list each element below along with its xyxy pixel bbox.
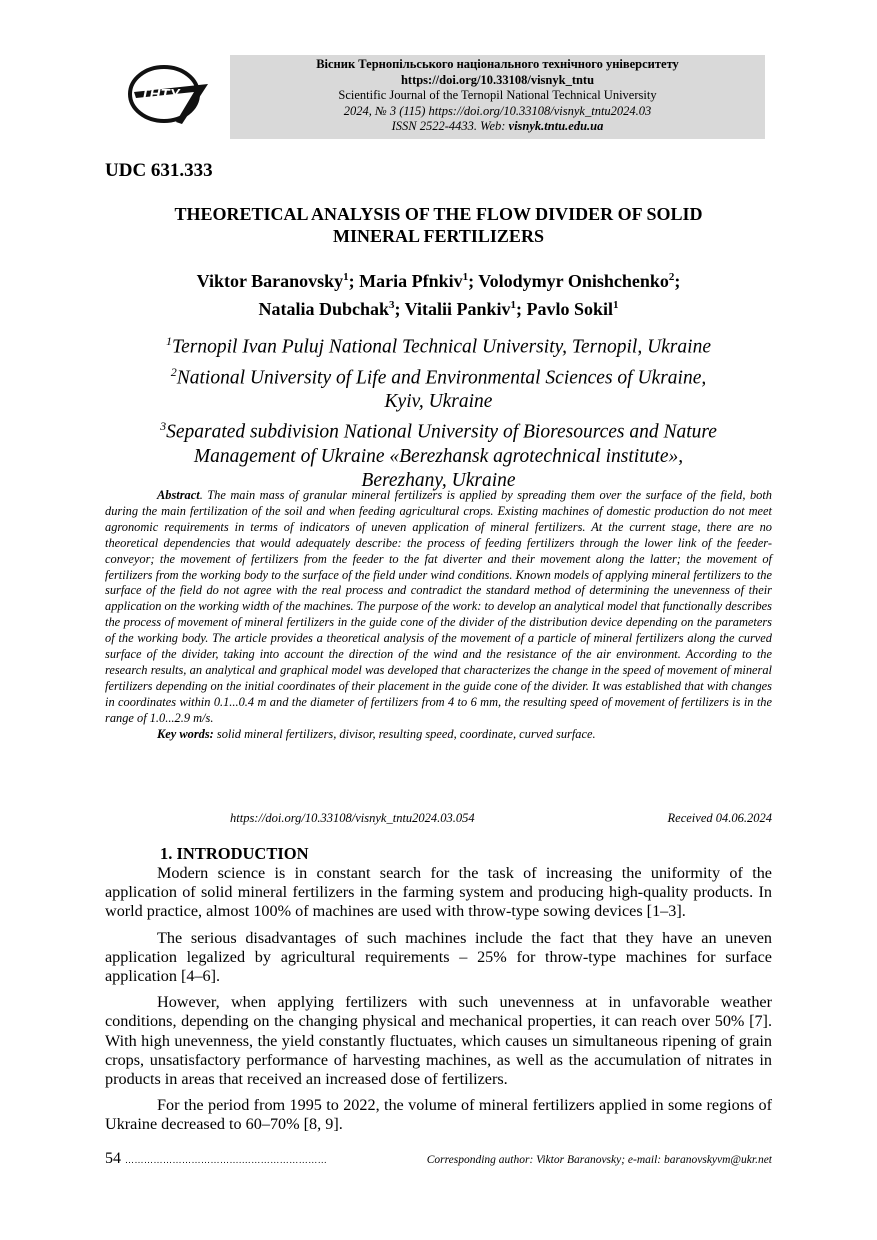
keywords-label: Key words:	[157, 726, 214, 741]
received-date: Received 04.06.2024	[667, 811, 772, 825]
keywords-text: solid mineral fertilizers, divisor, resulting speed, coordinate, curved surface.	[213, 726, 596, 741]
logo-text: ТНТУ	[140, 86, 180, 103]
doi-row	[230, 811, 772, 826]
udc-code: UDC 631.333	[105, 160, 213, 181]
author-list: Viktor Baranovsky$^1$; Maria Pfnkiv$^1$; Volodymyr Onishchenko$^2$; Natalia Dubchak$^3$; Vitalii Pankiv$^1$; Pavlo Sokil$^1$	[196, 271, 681, 319]
paragraph: For the period from 1995 to 2022, the volume of mineral fertilizers applied in some regions of Ukraine decreased to 60–70% [8, 9].	[105, 1096, 772, 1134]
section-heading: 1. INTRODUCTION	[160, 844, 309, 863]
journal-name-en: Scientific Journal of the Ternopil National Technical University	[338, 88, 657, 102]
journal-header	[230, 55, 765, 139]
paragraph: The serious disadvantages of such machines include the fact that they have an uneven application legalized by agricultural requirements – 25% for throw-type machines for surface application [4–6].	[105, 928, 772, 986]
paper-title: THEORETICAL ANALYSIS OF THE FLOW DIVIDER OF SOLID MINERAL FERTILIZERS	[174, 204, 703, 246]
abstract	[105, 488, 772, 743]
paragraph: However, when applying fertilizers with such unevenness at in unfavorable weather conditions, depending on the changing physical and mechanical properties, it can reach over 50% [7]. With high unevenness, the yield constantly fluctuates, which causes un simultaneous ripening of grain crops, unsatisfactory performance of harvesting machines, as well as the accumulation of nitrates in products in areas that received an increased dose of fertilizers.	[105, 993, 772, 1089]
corresponding-author: Corresponding author: Viktor Baranovsky; e-mail: baranovskyvm@ukr.net	[426, 1154, 772, 1166]
abstract-label: Abstract	[157, 488, 200, 502]
journal-issue: 2024, № 3 (115) https://doi.org/10.33108/visnyk_tntu2024.03	[343, 103, 652, 118]
journal-web: visnyk.tntu.edu.ua	[508, 119, 604, 133]
page-number: 54	[105, 1150, 121, 1167]
page-footer	[105, 1150, 772, 1168]
body-text	[105, 864, 772, 1142]
abstract-text: . The main mass of granular mineral fertilizers is applied by spreading them over the surface of the field, both during the main fertilization of the soil and when feeding agricultural crops. Existing machines of domestic production do not meet agronomic requirements in terms of indicators of uneven application of mineral fertilizers. At the current stage, there are no theoretical dependencies that would adequately describe: the process of feeding fertilizers through the lower link of the feeder-conveyor; the movement of fertilizers from the feeder to the fat diverter and their movement along the latter; the movement of fertilizers from the working body to the surface of the field under wind conditions. Known models of applying mineral fertilizers to the surface of the field do not agree with the real process and contradict the standard method of determining the unevenness of their application on the working width of the machines. The purpose of the work: to develop an analytical model that functionally describes the process of movement of mineral fertilizers in the guide cone of the divider of the distribution device depending on the parameters of the working body. The article provides a theoretical analysis of the movement of a particle of mineral fertilizers along the curved surface of the divider, taking into account the direction of the wind and the resistance of the air environment. According to the research results, an analytical and graphical model was developed that characterizes the change in the speed of movement of mineral fertilizers depending on the initial coordinates of their placement in the guide cone of the divider. It was established that with changes in coordinates within 0.1...0.4 m and the diameter of fertilizers from 4 to 6 mm, the resulting speed of movement of fertilizers is in the range of 1.0...2.9 m/s.	[105, 488, 772, 725]
university-logo	[124, 62, 212, 130]
journal-doi: https://doi.org/10.33108/visnyk_tntu	[400, 72, 595, 87]
affiliations: $^1$Ternopil Ivan Puluj National Technical University, Ternopil, Ukraine $^2$National University of Life and Environmental Sciences of Ukraine, Kyiv, Ukraine $^3$Separated subdivision National University of Bioresources and Nature Management of Ukraine «Berezhansk agrotechnical institute», Berezhany, Ukraine	[160, 334, 717, 491]
article-doi[interactable]: https://doi.org/10.33108/visnyk_tntu2024.03.054	[230, 811, 475, 825]
footer-dots: ……………………………….………………………	[125, 1155, 328, 1165]
journal-issn: ISSN 2522-4433. Web: visnyk.tntu.edu.ua	[391, 119, 604, 133]
journal-name-ua: Вісник Тернопільського національного технічного університету	[316, 57, 679, 71]
paragraph: Modern science is in constant search for the task of increasing the uniformity of the application of solid mineral fertilizers in the farming system and producing high-quality products. In world practice, almost 100% of machines are used with throw-type sowing devices [1–3].	[105, 864, 772, 921]
